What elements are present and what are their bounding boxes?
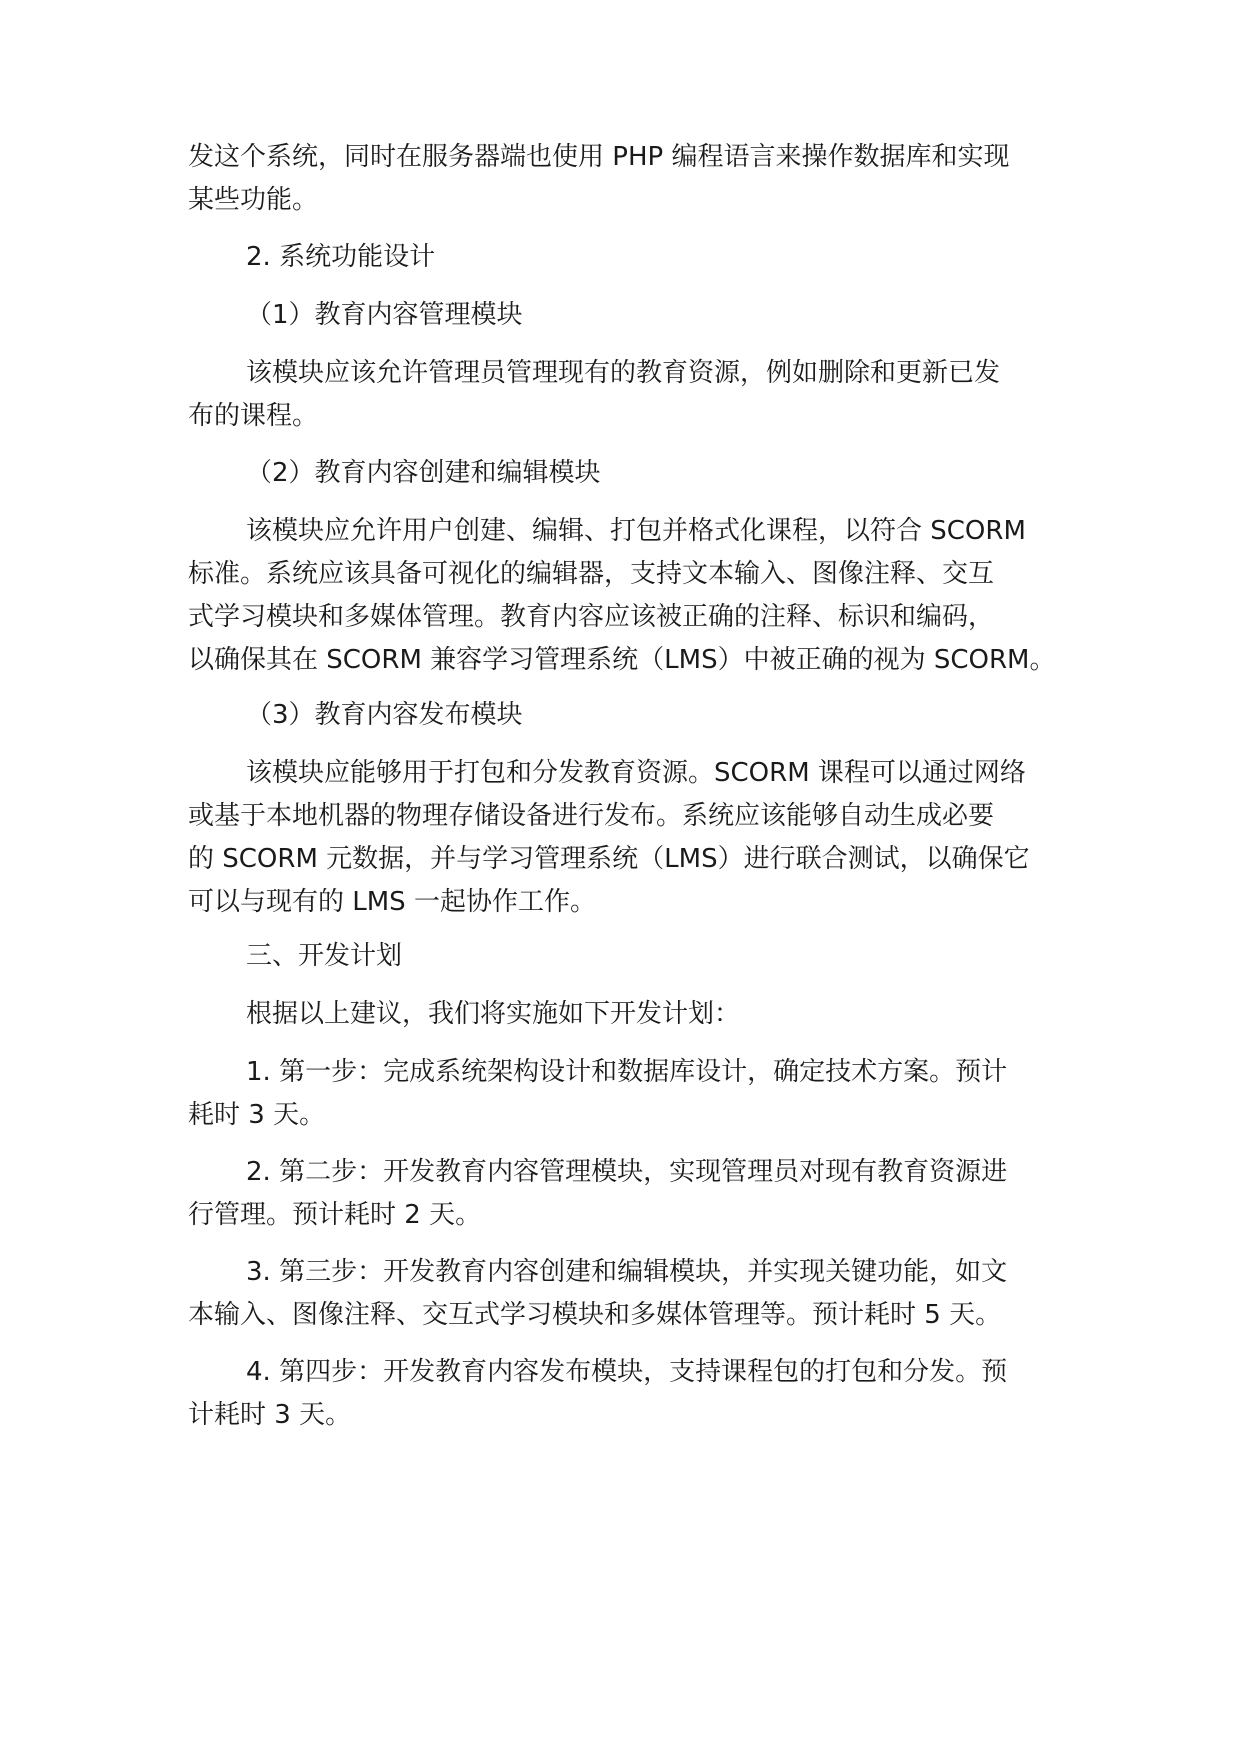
subheading-content-creation-module [188,452,1068,495]
text-line: 可以与现有的 LMS 一起协作工作。 [188,887,596,917]
text-line: 该模块应允许用户创建、编辑、打包并格式化课程，以符合 SCORM [246,516,1026,546]
text-line: （1）教育内容管理模块 [246,300,523,330]
text-line: 根据以上建议，我们将实施如下开发计划： [246,999,741,1029]
text-line: （3）教育内容发布模块 [246,700,523,730]
text-line: 行管理。预计耗时 2 天。 [188,1200,482,1230]
text-line: 3. 第三步：开发教育内容创建和编辑模块，并实现关键功能，如文 [246,1257,1008,1287]
plan-step-2 [188,1151,1068,1237]
plan-step-3 [188,1251,1068,1337]
text-line: 以确保其在 SCORM 兼容学习管理系统（LMS）中被正确的视为 SCORM。 [188,645,1056,675]
text-line: 的 SCORM 元数据，并与学习管理系统（LMS）进行联合测试，以确保它 [188,844,1030,874]
plan-step-1 [188,1051,1068,1137]
text-line: 2. 第二步：开发教育内容管理模块，实现管理员对现有教育资源进 [246,1157,1008,1187]
text-line: 本输入、图像注释、交互式学习模块和多媒体管理等。预计耗时 5 天。 [188,1300,1002,1330]
paragraph-content-management-description [188,352,1068,438]
text-line: 1. 第一步：完成系统架构设计和数据库设计，确定技术方案。预计 [246,1057,1008,1087]
text-line: 耗时 3 天。 [188,1100,326,1130]
subheading-content-management-module [188,294,1068,337]
text-line: 某些功能。 [188,185,319,215]
text-line: 发这个系统，同时在服务器端也使用 PHP 编程语言来操作数据库和实现 [188,142,1010,172]
paragraph-content-creation-description [188,510,1068,682]
text-line: 计耗时 3 天。 [188,1400,352,1430]
paragraph-system-dev-continued [188,136,1068,222]
section-heading-development-plan [188,935,1068,978]
text-line: 该模块应该允许管理员管理现有的教育资源，例如删除和更新已发 [246,358,1001,388]
section-heading-system-function-design [188,236,1068,279]
subheading-content-publishing-module [188,694,1068,737]
text-line: （2）教育内容创建和编辑模块 [246,458,601,488]
text-line: 三、开发计划 [246,941,403,971]
plan-step-4 [188,1351,1068,1437]
text-line: 布的课程。 [188,401,319,431]
text-line: 2. 系统功能设计 [246,242,436,272]
text-line: 或基于本地机器的物理存储设备进行发布。系统应该能够自动生成必要 [188,801,995,831]
paragraph-content-publishing-description [188,752,1068,924]
text-line: 标准。系统应该具备可视化的编辑器，支持文本输入、图像注释、交互 [188,559,995,589]
text-line: 式学习模块和多媒体管理。教育内容应该被正确的注释、标识和编码， [188,602,995,632]
text-line: 该模块应能够用于打包和分发教育资源。SCORM 课程可以通过网络 [246,758,1026,788]
text-line: 4. 第四步：开发教育内容发布模块，支持课程包的打包和分发。预 [246,1357,1008,1387]
paragraph-plan-intro [188,993,1068,1036]
